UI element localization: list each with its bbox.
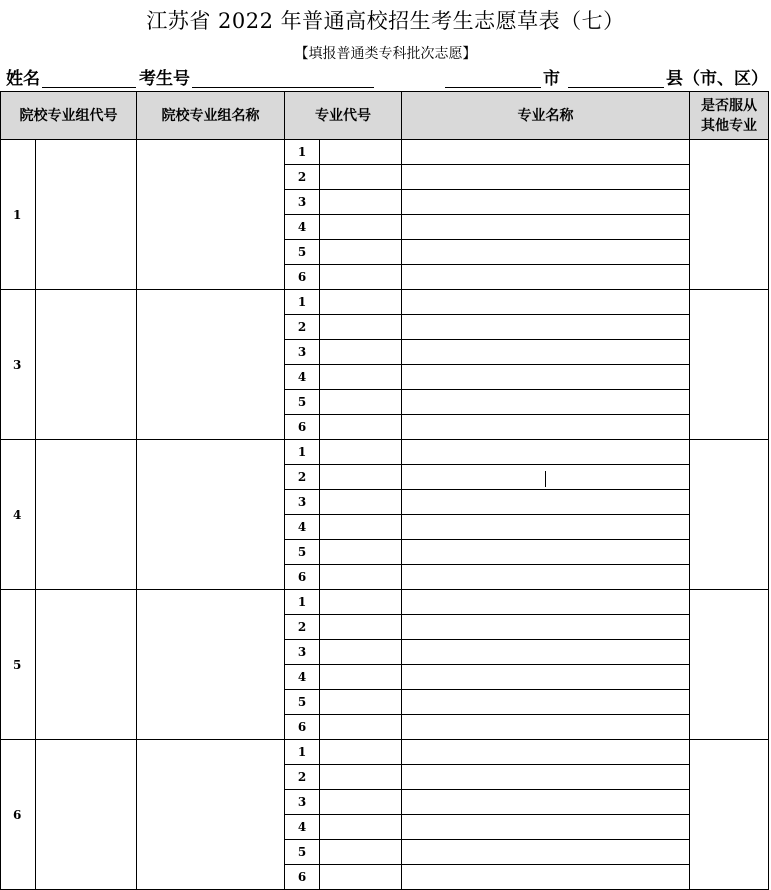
major-name-cell[interactable] [402,815,690,840]
major-seq: 3 [285,640,320,665]
major-code-cell[interactable] [320,390,402,415]
examinee-info-line [0,67,771,91]
major-name-cell[interactable] [402,540,690,565]
major-name-cell[interactable] [402,740,690,765]
major-name-cell[interactable] [402,290,690,315]
major-code-cell[interactable] [320,365,402,390]
application-table [0,91,769,890]
major-code-cell[interactable] [320,315,402,340]
major-code-cell[interactable] [320,215,402,240]
accept-other-cell[interactable] [690,140,769,290]
major-seq: 1 [285,740,320,765]
major-code-cell[interactable] [320,540,402,565]
major-name-cell[interactable] [402,515,690,540]
major-code-cell[interactable] [320,190,402,215]
header-major-code: 专业代号 [285,92,402,140]
major-seq: 1 [285,140,320,165]
major-name-cell[interactable] [402,390,690,415]
major-code-cell[interactable] [320,765,402,790]
group-name-cell[interactable] [137,440,285,590]
city-label: 市 [543,69,560,89]
major-code-cell[interactable] [320,740,402,765]
major-seq: 4 [285,365,320,390]
group-code-cell[interactable] [36,290,137,440]
group-name-cell[interactable] [137,590,285,740]
major-code-cell[interactable] [320,240,402,265]
major-seq: 5 [285,840,320,865]
major-code-cell[interactable] [320,290,402,315]
major-name-cell[interactable] [402,715,690,740]
major-code-cell[interactable] [320,515,402,540]
major-name-cell[interactable] [402,665,690,690]
major-seq: 6 [285,865,320,890]
county-label: 县（市、区） [666,69,768,89]
major-name-cell[interactable] [402,865,690,890]
major-code-cell[interactable] [320,165,402,190]
major-seq: 1 [285,290,320,315]
group-number: 6 [1,740,36,890]
major-seq: 2 [285,165,320,190]
major-code-cell[interactable] [320,865,402,890]
major-seq: 5 [285,690,320,715]
table-row [1,140,769,165]
table-row [1,290,769,315]
major-code-cell[interactable] [320,840,402,865]
text-cursor [545,471,546,487]
city-field[interactable] [445,87,541,88]
form-title: 江苏省 2022 年普通高校招生考生志愿草表（七） [146,9,625,33]
group-code-cell[interactable] [36,740,137,890]
group-number: 5 [1,590,36,740]
major-seq: 3 [285,790,320,815]
exam-no-label: 考生号 [139,69,190,89]
major-seq: 4 [285,665,320,690]
major-seq: 6 [285,415,320,440]
major-code-cell[interactable] [320,815,402,840]
major-seq: 6 [285,715,320,740]
form-subtitle: 【填报普通类专科批次志愿】 [294,46,477,62]
major-seq: 2 [285,765,320,790]
major-code-cell[interactable] [320,340,402,365]
major-name-cell[interactable] [402,615,690,640]
major-code-cell[interactable] [320,640,402,665]
major-seq: 4 [285,215,320,240]
major-code-cell[interactable] [320,565,402,590]
major-code-cell[interactable] [320,465,402,490]
major-seq: 5 [285,240,320,265]
group-number: 3 [1,290,36,440]
major-name-cell[interactable] [402,790,690,815]
header-accept-other-line2: 其他专业 [701,117,757,134]
major-seq: 4 [285,515,320,540]
header-accept-other-line1: 是否服从 [701,97,757,114]
group-code-cell[interactable] [36,590,137,740]
major-seq: 3 [285,490,320,515]
group-number: 1 [1,140,36,290]
accept-other-cell[interactable] [690,740,769,890]
major-code-cell[interactable] [320,665,402,690]
header-group-code: 院校专业组代号 [1,92,137,140]
table-row [1,740,769,765]
major-code-cell[interactable] [320,690,402,715]
major-code-cell[interactable] [320,615,402,640]
accept-other-cell[interactable] [690,290,769,440]
header-group-name: 院校专业组名称 [137,92,285,140]
major-name-cell[interactable] [402,140,690,165]
major-name-cell[interactable] [402,840,690,865]
major-code-cell[interactable] [320,140,402,165]
major-name-cell[interactable] [402,315,690,340]
major-seq: 1 [285,440,320,465]
major-seq: 3 [285,190,320,215]
major-code-cell[interactable] [320,265,402,290]
major-name-cell[interactable] [402,365,690,390]
major-name-cell[interactable] [402,640,690,665]
group-code-cell[interactable] [36,440,137,590]
major-name-cell[interactable] [402,190,690,215]
major-code-cell[interactable] [320,790,402,815]
major-seq: 5 [285,540,320,565]
major-name-cell[interactable] [402,265,690,290]
accept-other-cell[interactable] [690,590,769,740]
major-seq: 2 [285,615,320,640]
accept-other-cell[interactable] [690,440,769,590]
exam-no-field[interactable] [192,87,374,88]
group-name-cell[interactable] [137,740,285,890]
major-code-cell[interactable] [320,490,402,515]
major-seq: 1 [285,590,320,615]
major-name-cell[interactable] [402,490,690,515]
major-seq: 6 [285,565,320,590]
group-code-cell[interactable] [36,140,137,290]
table-row [1,590,769,615]
major-name-cell[interactable] [402,215,690,240]
major-name-cell[interactable] [402,415,690,440]
major-code-cell[interactable] [320,590,402,615]
header-row [1,92,769,140]
group-name-cell[interactable] [137,290,285,440]
group-number: 4 [1,440,36,590]
name-label: 姓名 [6,69,40,89]
major-code-cell[interactable] [320,440,402,465]
major-name-cell[interactable] [402,240,690,265]
header-major-name: 专业名称 [402,92,690,140]
major-name-cell[interactable] [402,340,690,365]
group-name-cell[interactable] [137,140,285,290]
major-name-cell[interactable] [402,690,690,715]
major-code-cell[interactable] [320,415,402,440]
name-field[interactable] [42,87,136,88]
major-seq: 6 [285,265,320,290]
major-seq: 3 [285,340,320,365]
major-seq: 2 [285,315,320,340]
major-name-cell[interactable] [402,440,690,465]
table-row [1,440,769,465]
major-seq: 2 [285,465,320,490]
major-seq: 5 [285,390,320,415]
major-name-cell[interactable] [402,590,690,615]
major-name-cell[interactable] [402,765,690,790]
major-code-cell[interactable] [320,715,402,740]
major-name-cell[interactable] [402,165,690,190]
major-name-cell[interactable] [402,565,690,590]
major-seq: 4 [285,815,320,840]
header-accept-other [690,92,769,140]
county-field[interactable] [568,87,664,88]
